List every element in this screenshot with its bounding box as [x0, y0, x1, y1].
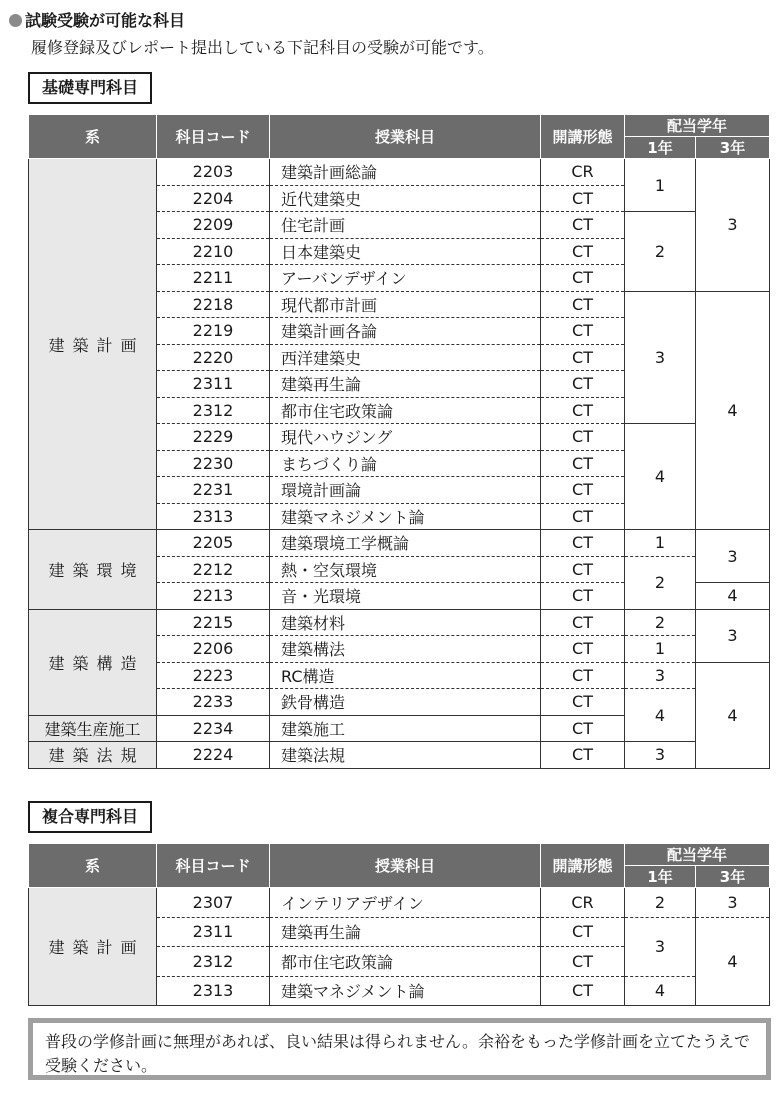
course-cell: 都市住宅政策論: [270, 947, 541, 977]
code-cell: 2203: [157, 159, 270, 186]
course-cell: 鉄骨構造: [270, 689, 541, 716]
format-cell: CT: [541, 917, 625, 947]
col-header-year1: 1年: [625, 866, 696, 888]
dept-cell: 建築計画: [29, 888, 157, 1006]
course-cell: 熱・空気環境: [270, 556, 541, 583]
course-cell: 建築再生論: [270, 917, 541, 947]
code-cell: 2212: [157, 556, 270, 583]
code-cell: 2231: [157, 477, 270, 504]
year3-cell: 3: [696, 530, 770, 583]
format-cell: CT: [541, 397, 625, 424]
year1-cell: 3: [625, 291, 696, 424]
code-cell: 2205: [157, 530, 270, 557]
year3-cell: 4: [696, 583, 770, 610]
code-cell: 2311: [157, 917, 270, 947]
course-cell: 音・光環境: [270, 583, 541, 610]
dept-cell: 建築構造: [29, 609, 157, 715]
year3-cell: 3: [696, 888, 770, 918]
code-cell: 2220: [157, 344, 270, 371]
year1-cell: 4: [625, 976, 696, 1006]
code-cell: 2215: [157, 609, 270, 636]
course-cell: 日本建築史: [270, 238, 541, 265]
format-cell: CT: [541, 450, 625, 477]
course-cell: 建築マネジメント論: [270, 976, 541, 1006]
year1-cell: 1: [625, 530, 696, 557]
course-cell: 建築施工: [270, 715, 541, 742]
format-cell: CT: [541, 371, 625, 398]
code-cell: 2307: [157, 888, 270, 918]
year1-cell: 2: [625, 556, 696, 609]
col-header-format: 開講形態: [541, 844, 625, 888]
table-row: [29, 530, 770, 557]
advice-note: 普段の学修計画に無理があれば、良い結果は得られません。余裕をもった学修計画を立てたうえで受験ください。: [28, 1018, 771, 1080]
col-header-course: 授業科目: [270, 115, 541, 159]
format-cell: CT: [541, 609, 625, 636]
dept-cell: 建築環境: [29, 530, 157, 610]
col-header-year: 配当学年: [625, 844, 770, 866]
table-row: [29, 159, 770, 186]
format-cell: CT: [541, 477, 625, 504]
course-cell: 現代ハウジング: [270, 424, 541, 451]
format-cell: CT: [541, 976, 625, 1006]
format-cell: CT: [541, 503, 625, 530]
format-cell: CT: [541, 530, 625, 557]
year1-cell: 4: [625, 424, 696, 530]
format-cell: CT: [541, 212, 625, 239]
col-header-course: 授業科目: [270, 844, 541, 888]
format-cell: CT: [541, 689, 625, 716]
course-cell: アーバンデザイン: [270, 265, 541, 292]
code-cell: 2210: [157, 238, 270, 265]
year3-cell: 3: [696, 159, 770, 292]
code-cell: 2312: [157, 947, 270, 977]
table-row: [29, 609, 770, 636]
col-header-dept: 系: [29, 844, 157, 888]
col-header-code: 科目コード: [157, 115, 270, 159]
code-cell: 2213: [157, 583, 270, 610]
code-cell: 2233: [157, 689, 270, 716]
code-cell: 2223: [157, 662, 270, 689]
format-cell: CT: [541, 583, 625, 610]
course-cell: 環境計画論: [270, 477, 541, 504]
course-cell: RC構造: [270, 662, 541, 689]
table-row: [29, 742, 770, 769]
basic-subjects-table: [28, 114, 770, 769]
code-cell: 2229: [157, 424, 270, 451]
format-cell: CT: [541, 291, 625, 318]
code-cell: 2218: [157, 291, 270, 318]
format-cell: CT: [541, 715, 625, 742]
course-cell: 建築再生論: [270, 371, 541, 398]
dept-cell: 建築法規: [29, 742, 157, 769]
year1-cell: 3: [625, 917, 696, 976]
code-cell: 2230: [157, 450, 270, 477]
course-cell: 建築法規: [270, 742, 541, 769]
course-cell: 住宅計画: [270, 212, 541, 239]
course-cell: 都市住宅政策論: [270, 397, 541, 424]
code-cell: 2209: [157, 212, 270, 239]
code-cell: 2313: [157, 503, 270, 530]
page-heading: [9, 8, 185, 31]
code-cell: 2313: [157, 976, 270, 1006]
format-cell: CT: [541, 556, 625, 583]
col-header-year3: 3年: [696, 137, 770, 159]
code-cell: 2206: [157, 636, 270, 663]
year3-cell: 4: [696, 917, 770, 1006]
composite-subjects-table: [28, 843, 770, 1006]
course-cell: まちづくり論: [270, 450, 541, 477]
format-cell: CT: [541, 185, 625, 212]
col-header-year1: 1年: [625, 137, 696, 159]
year3-cell: 4: [696, 662, 770, 768]
course-cell: 建築環境工学概論: [270, 530, 541, 557]
format-cell: CT: [541, 344, 625, 371]
format-cell: CT: [541, 424, 625, 451]
year1-cell: 2: [625, 212, 696, 292]
section-label-composite: 複合専門科目: [28, 801, 152, 833]
year1-cell: 1: [625, 159, 696, 212]
course-cell: 建築材料: [270, 609, 541, 636]
dept-cell: 建築生産施工: [29, 715, 157, 742]
format-cell: CT: [541, 238, 625, 265]
year1-cell: 1: [625, 636, 696, 663]
year3-cell: 4: [696, 291, 770, 530]
year3-cell: 3: [696, 609, 770, 662]
col-header-format: 開講形態: [541, 115, 625, 159]
course-cell: 建築計画総論: [270, 159, 541, 186]
format-cell: CR: [541, 159, 625, 186]
year1-cell: 2: [625, 609, 696, 636]
format-cell: CT: [541, 662, 625, 689]
format-cell: CT: [541, 947, 625, 977]
format-cell: CT: [541, 265, 625, 292]
col-header-year: 配当学年: [625, 115, 770, 137]
year1-cell: 4: [625, 689, 696, 742]
code-cell: 2234: [157, 715, 270, 742]
year1-cell: 3: [625, 662, 696, 689]
format-cell: CT: [541, 318, 625, 345]
code-cell: 2211: [157, 265, 270, 292]
year1-cell: 2: [625, 888, 696, 918]
format-cell: CR: [541, 888, 625, 918]
course-cell: 西洋建築史: [270, 344, 541, 371]
col-header-code: 科目コード: [157, 844, 270, 888]
year1-cell: 3: [625, 742, 696, 769]
course-cell: 現代都市計画: [270, 291, 541, 318]
dept-cell: 建築計画: [29, 159, 157, 530]
table-row: [29, 888, 770, 918]
col-header-dept: 系: [29, 115, 157, 159]
course-cell: 建築計画各論: [270, 318, 541, 345]
code-cell: 2312: [157, 397, 270, 424]
course-cell: インテリアデザイン: [270, 888, 541, 918]
format-cell: CT: [541, 742, 625, 769]
code-cell: 2204: [157, 185, 270, 212]
format-cell: CT: [541, 636, 625, 663]
section-label-basic: 基礎専門科目: [28, 72, 152, 104]
code-cell: 2219: [157, 318, 270, 345]
bullet-icon: [9, 14, 22, 27]
page-heading-text: 試験受験が可能な科目: [25, 11, 186, 30]
intro-text: 履修登録及びレポート提出している下記科目の受験が可能です。: [31, 38, 494, 57]
course-cell: 建築構法: [270, 636, 541, 663]
code-cell: 2224: [157, 742, 270, 769]
course-cell: 建築マネジメント論: [270, 503, 541, 530]
col-header-year3: 3年: [696, 866, 770, 888]
course-cell: 近代建築史: [270, 185, 541, 212]
code-cell: 2311: [157, 371, 270, 398]
